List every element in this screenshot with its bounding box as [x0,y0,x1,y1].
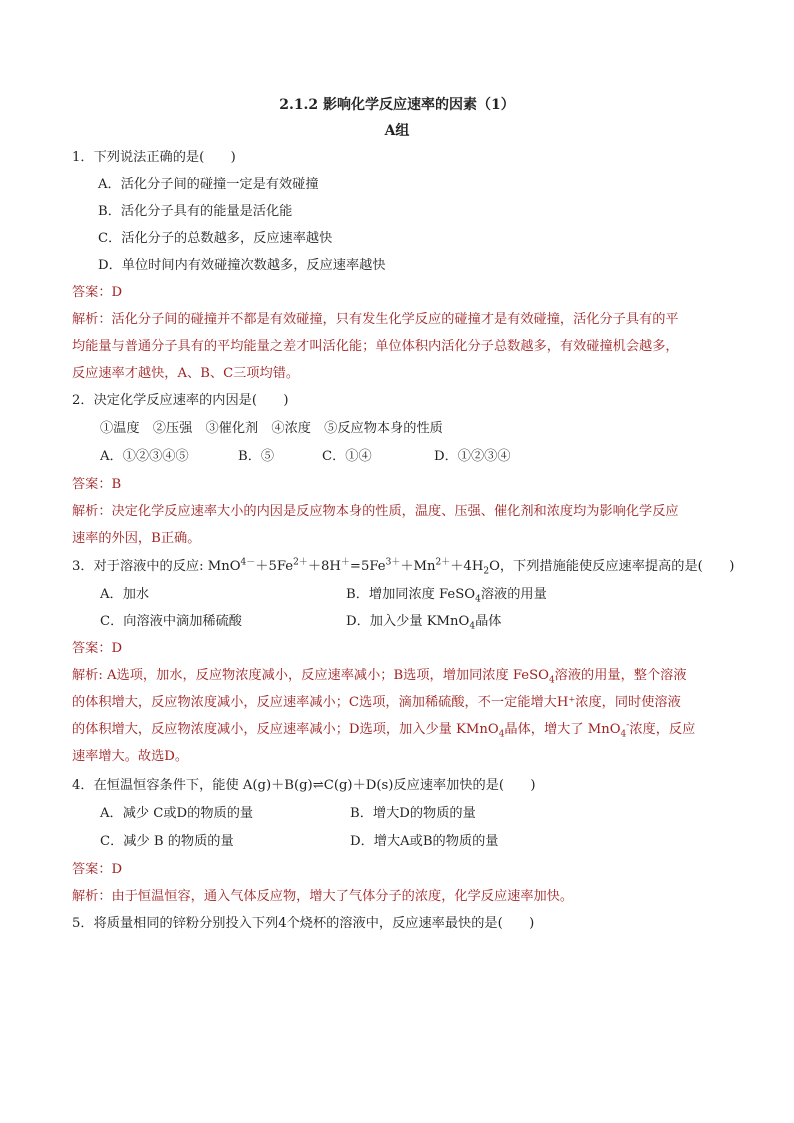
q3-option-a: A．加水 [100,587,150,602]
q3-stem-text-5: ＋Mn [400,559,436,574]
q3-exp1-tail: 溶液的用量，整个溶液 [554,668,687,683]
q3-sup-fe3: 3＋ [385,557,401,568]
q3-sup-h: ＋ [340,557,350,568]
q1-explanation-line-1: 解析：活化分子间的碰撞并不都是有效碰撞，只有发生化学反应的碰撞才是有效碰撞，活化分子具有的平 [72,312,679,327]
q3-sup-mn2: 2＋ [435,557,451,568]
q4-explanation-line-1: 解析：由于恒温恒容，通入气体反应物，增大了气体分子的浓度，化学反应速率加快。 [72,889,574,904]
q3-exp3-sub: 4 [498,729,505,740]
q3-stem-text-4: =5Fe [349,559,386,574]
q3-option-d-tail: 晶体 [475,614,502,629]
q3-explanation-line-3 [72,720,695,740]
q1-answer: 答案：D [72,285,123,300]
q3-exp3-text: 的体积增大，反应物浓度减小，反应速率减小；D选项，加入少量 KMnO [72,722,499,737]
q3-exp3-tail: 浓度，反应 [629,722,696,737]
q4-option-d: D．增大A或B的物质的量 [350,834,499,849]
q3-sup-permanganate-charge: 4－ [240,557,256,568]
q4-option-a: A．减少 C或D的物质的量 [100,806,254,821]
q3-stem-text-3: ＋8H [307,559,341,574]
q3-exp3-mid: 晶体，增大了 MnO [504,722,621,737]
q4-answer: 答案：D [72,862,123,877]
q2-option-c: C．①④ [322,449,372,464]
q1-stem: 1．下列说法正确的是( ) [72,150,236,165]
q2-explanation-line-1: 解析：决定化学反应速率大小的内因是反应物本身的性质，温度、压强、催化剂和浓度均为影响化学反应 [72,504,679,519]
q3-option-d-sub: 4 [469,621,476,632]
q3-option-d-text: D．加入少量 KMnO [346,614,470,629]
q3-exp1-text: 解析: A选项，加水，反应物浓度减小，反应速率减小；B选项，增加同浓度 FeSO [72,668,549,683]
q3-explanation-line-4: 速率增大。故选D。 [72,749,189,764]
q1-option-b: B．活化分子具有的能量是活化能 [98,204,293,219]
q3-sup-fe2: 2＋ [293,557,308,568]
q3-stem-text-1: 3．对于溶液中的反应: MnO [72,559,241,574]
q2-option-d: D．①②③④ [434,449,511,464]
q1-explanation-line-2: 均能量与普通分子具有的平均能量之差才叫活化能；单位体积内活化分子总数越多，有效碰撞机会越多， [72,339,679,354]
q3-stem-text-6: ＋4H [450,559,484,574]
q3-option-b-text: B．增加同浓度 FeSO [346,587,476,602]
q5-stem: 5．将质量相同的锌粉分别投入下列4个烧杯的溶液中，反应速率最快的是( ) [72,916,535,931]
q3-explanation-line-1 [72,666,687,686]
q3-exp3-sub2: 4 [620,729,627,740]
q3-option-c: C．向溶液中滴加稀硫酸 [100,614,242,629]
q2-explanation-line-2: 速率的外因，B正确。 [72,531,201,546]
q3-stem-text-2: ＋5Fe [255,559,294,574]
q1-explanation-line-3: 反应速率才越快，A、B、C三项均错。 [72,366,300,381]
q2-option-b: B．⑤ [238,449,275,464]
q1-option-a: A．活化分子间的碰撞一定是有效碰撞 [98,177,319,192]
q3-exp3-sup: - [626,720,630,731]
q1-option-d: D．单位时间内有效碰撞次数越多，反应速率越快 [98,258,386,273]
q3-option-d [346,612,501,632]
q3-stem-text-7: O，下列措施能使反应速率提高的是( ) [489,559,735,574]
q3-exp1-sub: 4 [548,675,555,686]
q2-option-a: A．①②③④⑤ [100,449,189,464]
q1-option-c: C．活化分子的总数越多，反应速率越快 [98,231,333,246]
q4-stem: 4．在恒温恒容条件下，能使 A(g)＋B(g)⇌C(g)＋D(s)反应速率加快的是( ) [72,778,536,793]
q2-factor-list: ①温度 ②压强 ③催化剂 ④浓度 ⑤反应物本身的性质 [100,421,443,436]
document-title: 2.1.2 影响化学反应速率的因素（1） [279,97,515,113]
q3-sub-water: 2 [483,566,490,577]
q3-explanation-line-2: 的体积增大，反应物浓度减小，反应速率减小；C选项，滴加稀硫酸，不一定能增大H⁺浓度，同时使溶液 [72,695,681,710]
q2-stem: 2．决定化学反应速率的内因是( ) [72,393,289,408]
q3-option-b-sub: 4 [475,594,481,605]
q3-option-b-tail: 溶液的用量 [480,587,547,602]
q3-answer: 答案：D [72,641,123,656]
q2-answer: 答案：B [72,477,122,492]
q4-option-c: C．减少 B 的物质的量 [100,834,234,849]
section-heading: A组 [384,123,410,139]
q3-option-b [346,585,547,605]
q4-option-b: B．增大D的物质的量 [350,806,476,821]
q3-stem [72,557,734,577]
